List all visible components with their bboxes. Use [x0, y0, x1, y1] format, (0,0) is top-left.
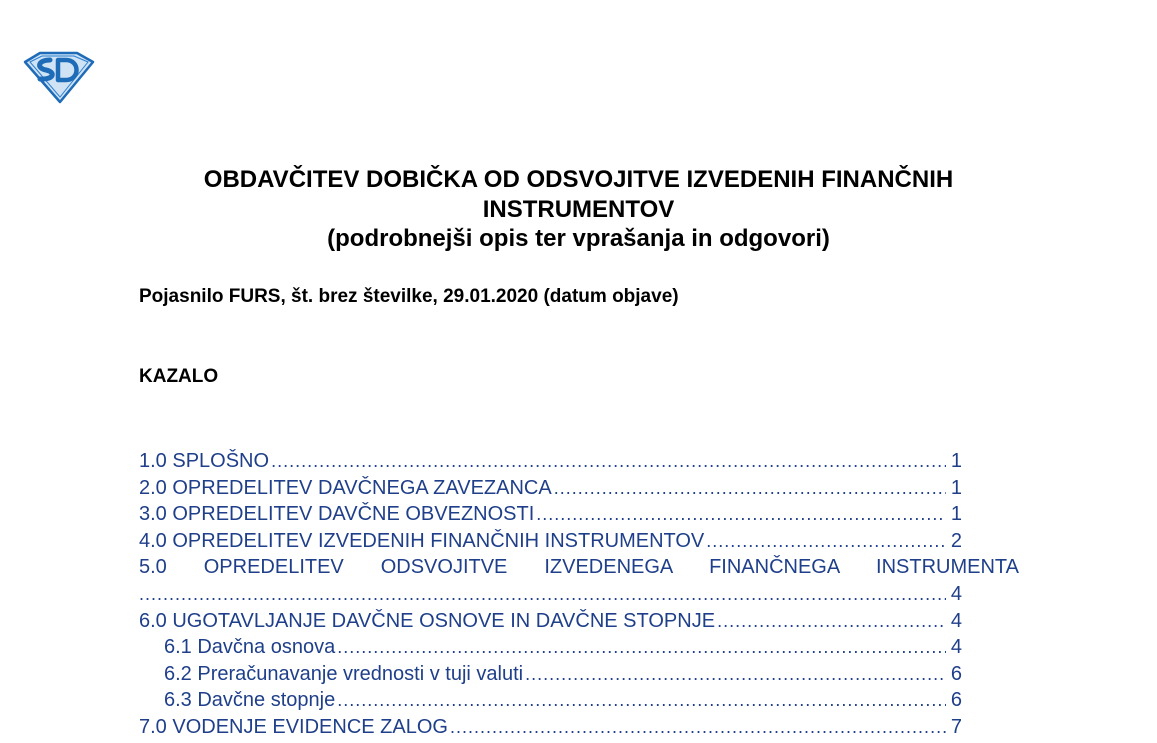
toc-entry-label: 2.0 OPREDELITEV DAVČNEGA ZAVEZANCA	[139, 476, 552, 499]
toc-entry-label: 7.0 VODENJE EVIDENCE ZALOG	[139, 715, 448, 738]
toc-leader-dots	[554, 475, 946, 502]
toc-entry-label: 1.0 SPLOŠNO	[139, 450, 270, 472]
toc-entry[interactable]	[139, 714, 1019, 741]
toc-entry-page: 7	[950, 715, 962, 738]
toc-entry[interactable]	[139, 501, 1019, 528]
toc-entry-label: 6.3 Davčne stopnje	[164, 689, 336, 712]
toc-entry[interactable]	[139, 448, 1019, 475]
toc-leader-dots	[139, 581, 946, 608]
toc-heading: KAZALO	[139, 366, 219, 387]
table-of-contents	[139, 448, 1019, 741]
toc-entry-page: 6	[950, 662, 962, 685]
toc-entry[interactable]	[139, 608, 1019, 635]
toc-subentry[interactable]	[139, 661, 1019, 688]
toc-entry[interactable]	[139, 475, 1019, 502]
toc-leader-dots	[450, 714, 946, 741]
toc-entry-page: 1	[950, 476, 962, 499]
toc-leader-dots	[525, 661, 946, 688]
toc-leader-dots	[717, 608, 946, 635]
toc-entry-page: 6	[950, 689, 962, 712]
furs-logo-icon	[22, 48, 96, 104]
toc-entry-page: 4	[950, 609, 962, 632]
toc-subentry[interactable]	[139, 634, 1019, 661]
toc-leader-dots	[706, 528, 946, 555]
toc-entry-label: 4.0 OPREDELITEV IZVEDENIH FINANČNIH INSTRUMENTOV	[139, 529, 705, 552]
toc-leader-dots	[536, 501, 946, 528]
title-line-3: (podrobnejši opis ter vprašanja in odgovori)	[327, 225, 830, 252]
toc-entry-page: 1	[950, 450, 962, 472]
toc-entry-page: 2	[950, 529, 962, 552]
toc-entry-wrapped[interactable]	[139, 554, 1019, 607]
toc-leader-dots	[271, 448, 946, 475]
toc-entry-page: 4	[950, 582, 962, 605]
toc-entry-label: 6.1 Davčna osnova	[164, 636, 336, 659]
title-line-1: OBDAVČITEV DOBIČKA OD ODSVOJITVE IZVEDENIH FINANČNIH	[203, 166, 954, 193]
document-reference: Pojasnilo FURS, št. brez številke, 29.01.2020 (datum objave)	[139, 286, 679, 307]
toc-entry-label: 6.0 UGOTAVLJANJE DAVČNE OSNOVE IN DAVČNE STOPNJE	[139, 609, 716, 632]
title-line-2: INSTRUMENTOV	[482, 195, 675, 223]
toc-entry-label: 6.2 Preračunavanje vrednosti v tuji valuti	[164, 662, 524, 685]
toc-entry-page: 1	[950, 503, 962, 526]
toc-entry[interactable]	[139, 528, 1019, 555]
document-title	[100, 165, 1057, 254]
toc-leader-dots	[337, 634, 946, 661]
toc-entry-page: 4	[950, 636, 962, 659]
toc-subentry[interactable]	[139, 687, 1019, 714]
toc-entry-label: 3.0 OPREDELITEV DAVČNE OBVEZNOSTI	[139, 503, 535, 526]
toc-entry-label: 5.0 OPREDELITEV ODSVOJITVE IZVEDENEGA FINANČNEGA INSTRUMENTA	[139, 556, 1019, 579]
toc-leader-dots	[337, 687, 946, 714]
